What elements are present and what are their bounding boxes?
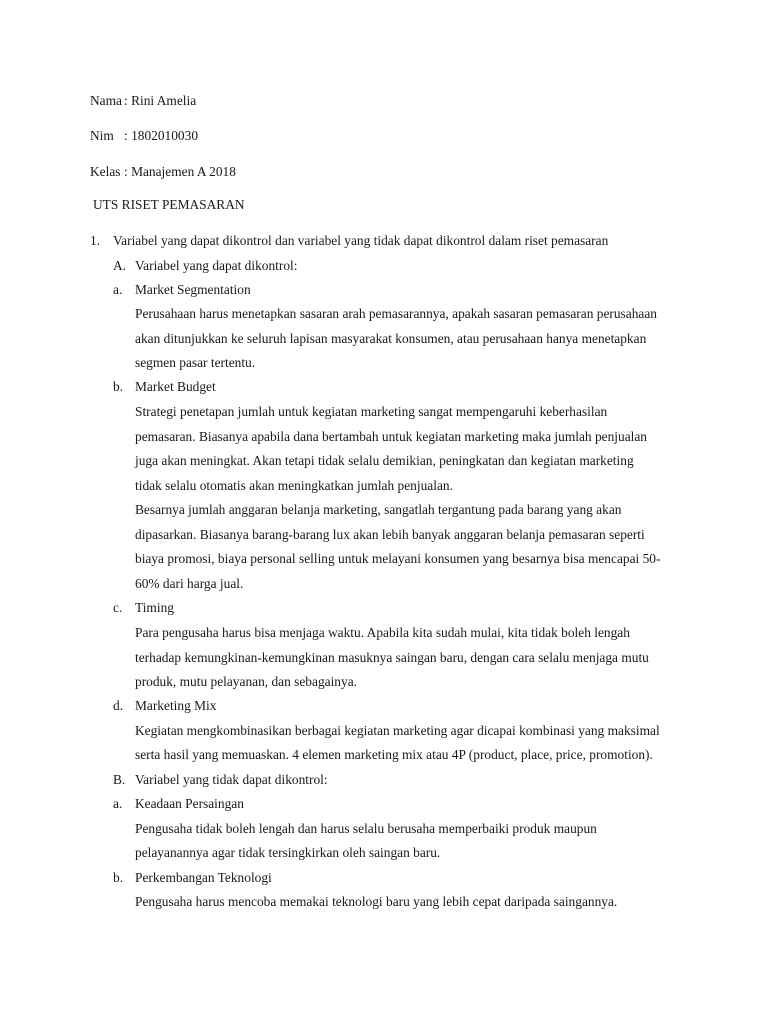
paragraph-line: Pengusaha tidak boleh lengah dan harus selalu berusaha memperbaiki produk maupun bbox=[135, 821, 597, 836]
item-title: Market Segmentation bbox=[135, 282, 251, 297]
paragraph-line: Strategi penetapan jumlah untuk kegiatan marketing sangat mempengaruhi keberhasilan bbox=[135, 404, 608, 419]
paragraph-line: dipasarkan. Biasanya barang-barang lux akan lebih banyak anggaran belanja pemasaran seperti bbox=[135, 527, 645, 542]
item-marker: c. bbox=[113, 600, 123, 615]
item-marker: a. bbox=[113, 282, 123, 297]
item-title: Market Budget bbox=[135, 379, 216, 394]
item-title: Perkembangan Teknologi bbox=[135, 870, 272, 885]
paragraph-line: biaya promosi, biaya personal selling untuk melayani konsumen yang besarnya bisa mencapai 50- bbox=[135, 551, 661, 566]
nim-value: : 1802010030 bbox=[124, 128, 199, 143]
item-marker: b. bbox=[113, 870, 124, 885]
section-a-heading: Variabel yang dapat dikontrol: bbox=[135, 258, 298, 273]
section-b-marker: B. bbox=[113, 772, 126, 787]
item-marker: b. bbox=[113, 379, 124, 394]
paragraph-line: Kegiatan mengkombinasikan berbagai kegiatan marketing agar dicapai kombinasi yang maksimal bbox=[135, 723, 660, 738]
nama-label: Nama bbox=[90, 93, 122, 108]
paragraph-line: akan ditunjukkan ke seluruh lapisan masyarakat konsumen, atau perusahaan hanya menetapkan bbox=[135, 331, 647, 346]
section-a-marker: A. bbox=[113, 258, 127, 273]
paragraph-line: 60% dari harga jual. bbox=[135, 576, 244, 591]
paragraph-line: serta hasil yang memuaskan. 4 elemen marketing mix atau 4P (product, place, price, promotion). bbox=[135, 747, 653, 762]
nim-label: Nim bbox=[90, 128, 114, 143]
paragraph-line: Para pengusaha harus bisa menjaga waktu. Apabila kita sudah mulai, kita tidak boleh lengah bbox=[135, 625, 630, 640]
paragraph-line: segmen pasar tertentu. bbox=[135, 355, 256, 370]
nim-row bbox=[90, 127, 198, 145]
document-title: UTS RISET PEMASARAN bbox=[93, 197, 245, 212]
paragraph-line: produk, mutu pelayanan, dan sebagainya. bbox=[135, 674, 357, 689]
item-marker: a. bbox=[113, 796, 123, 811]
kelas-value: : Manajemen A 2018 bbox=[124, 164, 236, 179]
section-b-heading: Variabel yang tidak dapat dikontrol: bbox=[135, 772, 328, 787]
paragraph-line: pemasaran. Biasanya apabila dana bertambah untuk kegiatan marketing maka jumlah penjualan bbox=[135, 429, 647, 444]
nama-row bbox=[90, 92, 196, 110]
kelas-row bbox=[90, 163, 236, 181]
question-number: 1. bbox=[90, 233, 101, 248]
paragraph-line: Pengusaha harus mencoba memakai teknologi baru yang lebih cepat daripada saingannya. bbox=[135, 894, 618, 909]
nama-value: : Rini Amelia bbox=[124, 93, 197, 108]
paragraph-line: pelayanannya agar tidak tersingkirkan oleh saingan baru. bbox=[135, 845, 441, 860]
question-text: Variabel yang dapat dikontrol dan variabel yang tidak dapat dikontrol dalam riset pemasaran bbox=[113, 233, 609, 248]
kelas-label: Kelas bbox=[90, 164, 121, 179]
item-title: Timing bbox=[135, 600, 174, 615]
paragraph-line: tidak selalu otomatis akan meningkatkan jumlah penjualan. bbox=[135, 478, 453, 493]
paragraph-line: terhadap kemungkinan-kemungkinan masuknya saingan baru, dengan cara selalu menjaga mutu bbox=[135, 650, 649, 665]
item-title: Marketing Mix bbox=[135, 698, 217, 713]
item-title: Keadaan Persaingan bbox=[135, 796, 244, 811]
item-marker: d. bbox=[113, 698, 124, 713]
paragraph-line: Besarnya jumlah anggaran belanja marketing, sangatlah tergantung pada barang yang akan bbox=[135, 502, 622, 517]
paragraph-line: juga akan meningkat. Akan tetapi tidak selalu demikian, peningkatan dan kegiatan marketing bbox=[135, 453, 634, 468]
paragraph-line: Perusahaan harus menetapkan sasaran arah pemasarannya, apakah sasaran pemasaran perusahaan bbox=[135, 306, 657, 321]
